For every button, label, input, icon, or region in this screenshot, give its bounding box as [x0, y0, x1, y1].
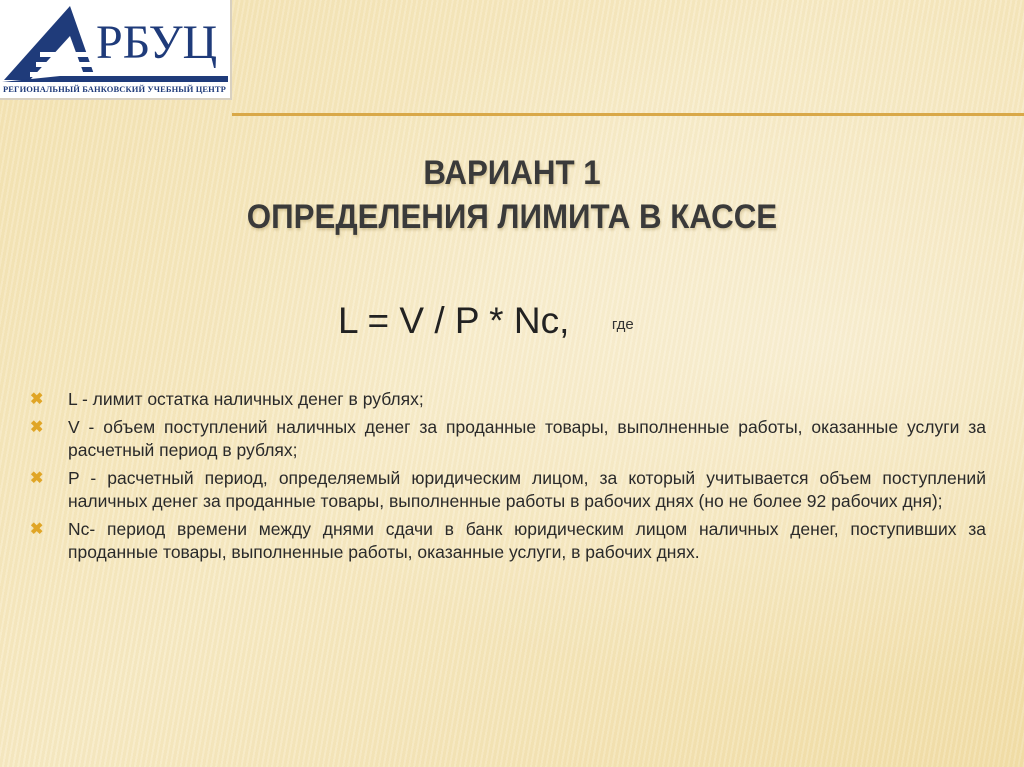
definition-item-l: [30, 388, 986, 411]
definition-symbol: V: [68, 417, 80, 437]
definition-text: - объем поступлений наличных денег за проданные товары, выполненные работы, оказанные услуги за расчетный период в рублях;: [68, 417, 986, 460]
definition-text: - лимит остатка наличных денег в рублях;: [77, 389, 424, 409]
definition-text: - период времени между днями сдачи в банк юридическим лицом наличных денег, поступивших за проданные товары, выполненные работы, оказанные услуги, в рабочих днях.: [68, 519, 986, 562]
bullet-x-icon: ✖: [30, 391, 44, 408]
title-line-2: ОПРЕДЕЛЕНИЯ ЛИМИТА В КАССЕ: [246, 198, 778, 236]
logo-wordmark: РБУЦ: [96, 16, 218, 69]
formula: L = V / P * Nc,: [338, 300, 570, 341]
logo: [0, 0, 232, 100]
logo-caption: РЕГИОНАЛЬНЫЙ БАНКОВСКИЙ УЧЕБНЫЙ ЦЕНТР: [3, 84, 226, 94]
bullet-x-icon: ✖: [30, 419, 44, 436]
title-line-1: ВАРИАНТ 1: [423, 154, 601, 192]
definition-item-v: [30, 416, 986, 462]
logo-mark: [0, 0, 232, 86]
definition-item-p: [30, 467, 986, 513]
slide-title: [41, 151, 983, 239]
bullet-x-icon: ✖: [30, 470, 44, 487]
definition-symbol: L: [68, 389, 78, 409]
formula-row: [338, 300, 634, 342]
header-divider: [232, 113, 1024, 116]
definition-item-nc: [30, 518, 986, 564]
bullet-x-icon: ✖: [30, 521, 44, 538]
definition-symbol: Nc: [68, 519, 90, 539]
definitions-list: [30, 388, 986, 569]
formula-note: где: [611, 316, 634, 333]
definition-symbol: P: [68, 468, 80, 488]
definition-text: - расчетный период, определяемый юридическим лицом, за который учитывается объем поступлений наличных денег за проданные товары, выполненные работы в рабочих днях (но не более 92 рабочих дня);: [68, 468, 986, 511]
